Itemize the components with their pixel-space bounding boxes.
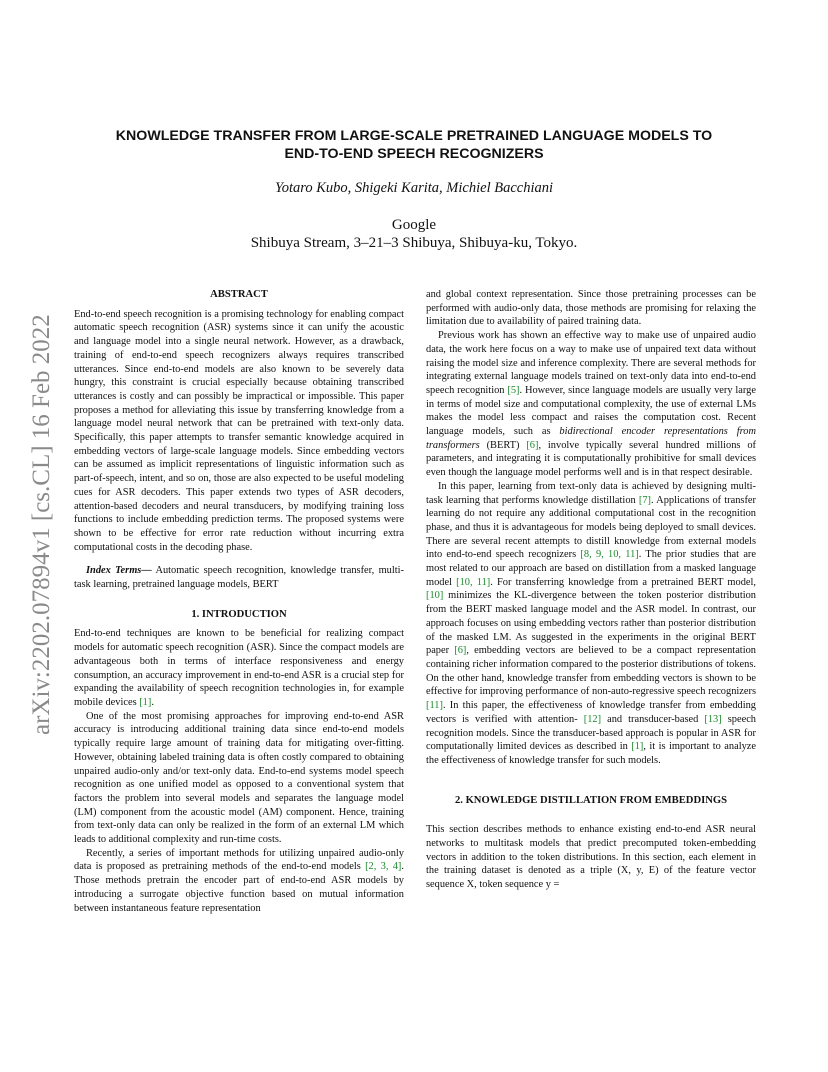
citation-link[interactable]: [6]: [454, 645, 467, 657]
citation-link[interactable]: [10, 11]: [456, 576, 491, 588]
affiliation-line-1: Google: [391, 217, 437, 233]
left-column: [74, 288, 404, 915]
emphasis-bert: bidirectional encoder representations from transformers: [426, 426, 756, 451]
citation-link[interactable]: [1]: [139, 696, 152, 708]
intro-paragraph-2: One of the most promising approaches for improving end-to-end ASR accuracy is introducing additional training data since end-to-end models typically require large amount of training data for mitigating over-fitting. However, obtaining labeled training data is often costly compared to obtaining unpaired audio-only and/or text-only data. End-to-end systems model speech recognition as one unified model as opposed to a conventional system that factors the problem into several models and separates the language model (LM) component from the acoustic model (AM) component. Hence, training from text-only data can only be realized in the form of an external LM which leads to additional complexity and run-time costs.: [74, 710, 404, 846]
citation-link[interactable]: [5]: [507, 384, 520, 396]
citation-link[interactable]: [13]: [704, 713, 722, 725]
paper-title: [60, 127, 768, 163]
title-line-1: KNOWLEDGE TRANSFER FROM LARGE-SCALE PRETRAINED LANGUAGE MODELS TO: [115, 128, 713, 144]
title-line-2: END-TO-END SPEECH RECOGNIZERS: [284, 146, 544, 162]
affiliation: [60, 216, 768, 252]
index-terms: [74, 564, 404, 591]
section-2-heading: 2. KNOWLEDGE DISTILLATION FROM EMBEDDINGS: [454, 794, 728, 806]
intro-paragraph-1: End-to-end techniques are known to be beneficial for realizing compact models for automatic speech recognition (ASR). Since the compact models are advantageous both in terms of interface responsiveness and energy consumption, an accuracy improvement in end-to-end ASR is a crucial step for expanding the availability of speech recognition technologies in, for example mobile devices [1].: [74, 628, 404, 708]
index-terms-label: Index Terms—: [86, 565, 152, 577]
intro-paragraph-3: Recently, a series of important methods for utilizing unpaired audio-only data is proposed as pretraining methods of the end-to-end models [2, 3, 4]. Those methods pretrain the encoder part of end-to-end ASR models by introducing a surrogate objective function based on mutual information between instantaneous feature representation: [74, 847, 404, 914]
right-paragraph-2: Previous work has shown an effective way to make use of unpaired audio data, the work here focus on a way to make use of unpaired text data without raising the model size and inference complexity. There are several methods for integrating external language models trained on text-only data into end-to-end speech recognition [5]. However, since language models are usually very large in terms of model size and computational complexity, the use of external LMs makes the model less compact and raises the computation cost. Recent language models, such as bidirectional encoder representations from transformers (BERT) [6], involve typically several hundred millions of parameters, and integrating it is computationally prohibitive for small devices even though the language model performs well and is in that respect desirable.: [426, 330, 756, 479]
citation-link[interactable]: [8, 9, 10, 11]: [580, 549, 639, 561]
arxiv-stamp: arXiv:2202.07894v1 [cs.CL] 16 Feb 2022: [28, 314, 55, 736]
citation-link[interactable]: [2, 3, 4]: [365, 861, 402, 873]
intro-heading: 1. INTRODUCTION: [191, 608, 287, 620]
right-column: [426, 288, 756, 892]
section-2-paragraph-1: This section describes methods to enhance existing end-to-end ASR neural networks to multitask models that predict precomputed token-embedding vectors in addition to the token distributions. In this section, each element in the training dataset is denoted as a triple (X, y, E) of the feature vector sequence X, token sequence y =: [426, 824, 756, 891]
author-list: Yotaro Kubo, Shigeki Karita, Michiel Bacchiani: [274, 180, 554, 196]
citation-link[interactable]: [7]: [638, 494, 651, 506]
affiliation-line-2: Shibuya Stream, 3–21–3 Shibuya, Shibuya-ku, Tokyo.: [250, 235, 578, 251]
citation-link[interactable]: [11]: [426, 700, 443, 712]
abstract-text: End-to-end speech recognition is a promising technology for enabling compact automatic speech recognition (ASR) systems since it can unify the acoustic and language model into a single neural network. However, as a drawback, training of end-to-end speech recognizers always requires transcribed utterances. Since end-to-end models are also known to be severely data hungry, this constraint is crucial especially because obtaining transcribed utterances is costly and can possibly be impractical or impossible. This paper proposes a method for alleviating this issue by transferring knowledge from a language model neural network that can be pretrained with text-only data. Specifically, this paper attempts to transfer semantic knowledge acquired in embedding vectors of large-scale language models. Since embedding vectors can be assumed as implicit representations of linguistic information such as part-of-speech, intent, and so on, those are also expected to be useful modeling cues for ASR decoders. This paper extends two types of ASR decoders, attention-based decoders and neural transducers, by modifying training loss functions to include embedding prediction terms. The proposed systems were shown to be effective for error rate reduction without incurring extra computational costs in the decoding phase.: [74, 308, 404, 553]
citation-link[interactable]: [6]: [526, 439, 539, 451]
abstract-heading: ABSTRACT: [210, 289, 268, 300]
citation-link[interactable]: [12]: [583, 713, 602, 725]
citation-link[interactable]: [10]: [426, 590, 444, 602]
index-terms-text: Automatic speech recognition, knowledge transfer, multi-task learning, pretrained language models, BERT: [74, 565, 404, 591]
citation-link[interactable]: [1]: [631, 741, 644, 753]
right-paragraph-1: and global context representation. Since those pretraining processes can be performed with audio-only data, those methods are promising for relaxing the limitation due to availability of paired training data.: [426, 289, 756, 328]
right-paragraph-3: In this paper, learning from text-only data is achieved by designing multi-task learning that performs knowledge distillation [7]. Applications of transfer learning do not require any additional computational cost in the recognition phase, and thus it is advantageous for models being deployed to small devices. There are several recent attempts to distill knowledge from external models into end-to-end speech recognizers [8, 9, 10, 11]. The prior studies that are most related to our approach are based on distillation from a masked language model [10, 11]. For transferring knowledge from a pretrained BERT model, [10] minimizes the KL-divergence between the token posterior distribution from the BERT masked language model and the ASR model. In contrast, our approach focuses on using embedding vectors rather than posterior distribution of the masked LM. As suggested in the experiments in the original BERT paper [6], embedding vectors are believed to be a compact representation containing richer information compared to the posterior distributions of tokens. On the other hand, knowledge transfer from embedding vectors is shown to be effective for improving performance of non-auto-regressive speech recognizers [11]. In this paper, the effectiveness of knowledge transfer from embedding vectors is verified with attention- [12] and transducer-based [13] speech recognition models. Since the transducer-based approach is popular in ASR for computationally limited devices as described in [1], it is important to analyze the effectiveness of knowledge transfer for such models.: [426, 480, 757, 766]
